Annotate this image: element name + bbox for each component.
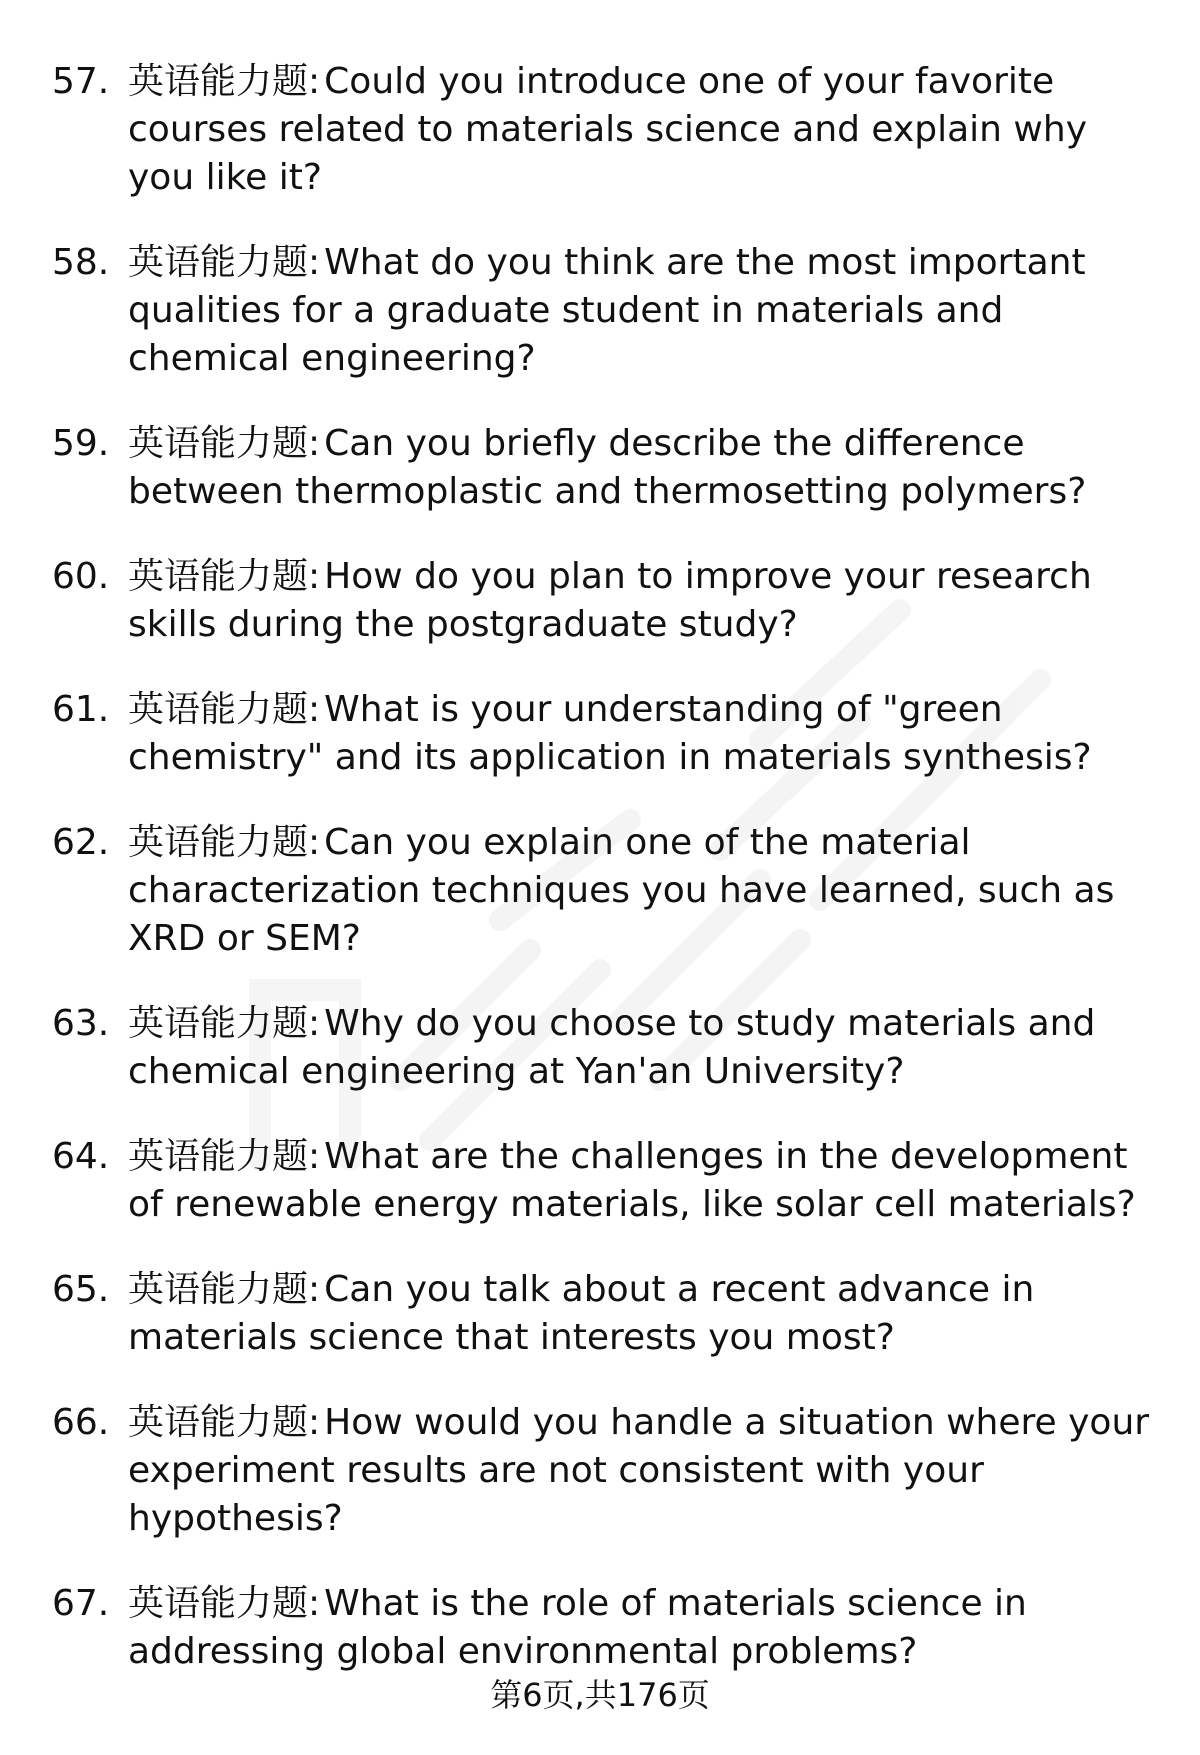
question-category: 英语能力题 <box>128 1136 309 1177</box>
page-number-text: 第6页,共176页 <box>490 1676 710 1714</box>
question-item <box>0 1580 1200 1676</box>
question-colon: : <box>308 1402 321 1443</box>
page-footer <box>0 1675 1200 1715</box>
question-number: 60. <box>52 556 110 597</box>
question-text: Could you introduce one of your favorite courses related to materials science and explain why you like it? <box>128 61 1087 198</box>
question-colon: : <box>308 1136 321 1177</box>
question-category: 英语能力题 <box>128 689 309 730</box>
question-item <box>0 1399 1200 1543</box>
question-category: 英语能力题 <box>128 1269 309 1310</box>
question-item <box>0 1133 1200 1229</box>
question-number: 61. <box>52 689 110 730</box>
question-number: 59. <box>52 423 110 464</box>
question-category: 英语能力题 <box>128 1003 309 1044</box>
question-colon: : <box>308 242 321 283</box>
question-colon: : <box>308 556 321 597</box>
question-text: What do you think are the most important qualities for a graduate student in materials and chemical engineering? <box>128 242 1086 379</box>
question-number: 63. <box>52 1003 110 1044</box>
question-item <box>0 239 1200 383</box>
question-category: 英语能力题 <box>128 242 309 283</box>
question-text: Can you talk about a recent advance in materials science that interests you most? <box>128 1269 1035 1358</box>
question-colon: : <box>308 423 321 464</box>
question-item <box>0 819 1200 963</box>
question-category: 英语能力题 <box>128 1402 309 1443</box>
question-number: 65. <box>52 1269 110 1310</box>
question-item <box>0 1266 1200 1362</box>
question-number: 67. <box>52 1583 110 1624</box>
question-item <box>0 553 1200 649</box>
question-text: What are the challenges in the development of renewable energy materials, like solar cell materials? <box>128 1136 1136 1225</box>
question-text: How do you plan to improve your research skills during the postgraduate study? <box>128 556 1092 645</box>
question-text: What is your understanding of "green chemistry" and its application in materials synthesis? <box>128 689 1092 778</box>
question-text: How would you handle a situation where your experiment results are not consistent with your hypothesis? <box>128 1402 1150 1539</box>
question-category: 英语能力题 <box>128 556 309 597</box>
question-number: 58. <box>52 242 110 283</box>
question-text: Why do you choose to study materials and chemical engineering at Yan'an University? <box>128 1003 1096 1092</box>
question-number: 62. <box>52 822 110 863</box>
question-text: Can you briefly describe the difference between thermoplastic and thermosetting polymers? <box>128 423 1087 512</box>
question-category: 英语能力题 <box>128 423 309 464</box>
question-number: 64. <box>52 1136 110 1177</box>
question-colon: : <box>308 1003 321 1044</box>
question-colon: : <box>308 822 321 863</box>
question-category: 英语能力题 <box>128 1583 309 1624</box>
question-number: 57. <box>52 61 110 102</box>
question-item <box>0 1000 1200 1096</box>
question-category: 英语能力题 <box>128 822 309 863</box>
question-colon: : <box>308 1583 321 1624</box>
question-text: Can you explain one of the material characterization techniques you have learned, such as XRD or SEM? <box>128 822 1115 959</box>
question-item <box>0 686 1200 782</box>
question-colon: : <box>308 689 321 730</box>
question-text: What is the role of materials science in addressing global environmental problems? <box>128 1583 1027 1672</box>
question-category: 英语能力题 <box>128 61 309 102</box>
question-list <box>0 58 1200 1713</box>
question-colon: : <box>308 61 321 102</box>
question-item <box>0 420 1200 516</box>
question-number: 66. <box>52 1402 110 1443</box>
question-item <box>0 58 1200 202</box>
question-colon: : <box>308 1269 321 1310</box>
